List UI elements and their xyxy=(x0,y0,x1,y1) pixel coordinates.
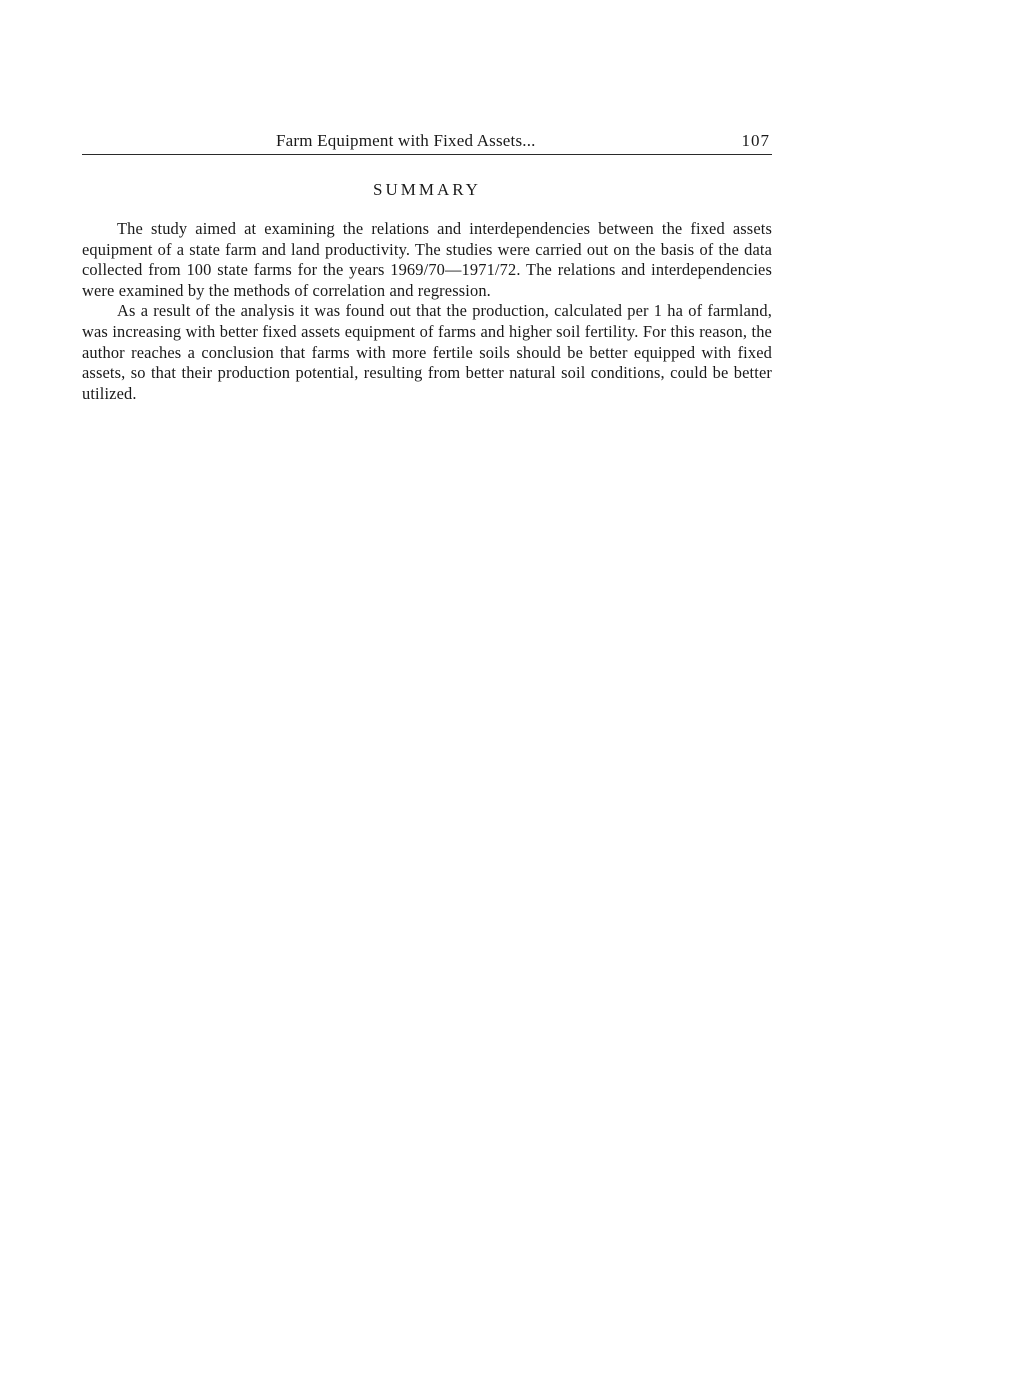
section-heading: SUMMARY xyxy=(373,180,481,199)
paragraph: The study aimed at examining the relations and interdependencies between the fixed assets equipment of a state farm and land productivity. The studies were carried out on the basis of the data collected from 100 state farms for the years 1969/70—1971/72. The relations and interdependencies were examined by the methods of correlation and regression. xyxy=(82,219,772,300)
running-header xyxy=(82,131,772,155)
paragraph: As a result of the analysis it was found out that the production, calculated per 1 ha of farmland, was increasing with better fixed assets equipment of farms and higher soil fertility. For this reason, the author reaches a conclusion that farms with more fertile soils should be better equipped with fixed assets, so that their production potential, resulting from better natural soil conditions, could be better utilized. xyxy=(82,301,772,403)
page-number: 107 xyxy=(741,131,770,150)
running-title: Farm Equipment with Fixed Assets... xyxy=(276,131,536,150)
header-rule xyxy=(82,154,772,155)
body-text xyxy=(82,219,772,404)
